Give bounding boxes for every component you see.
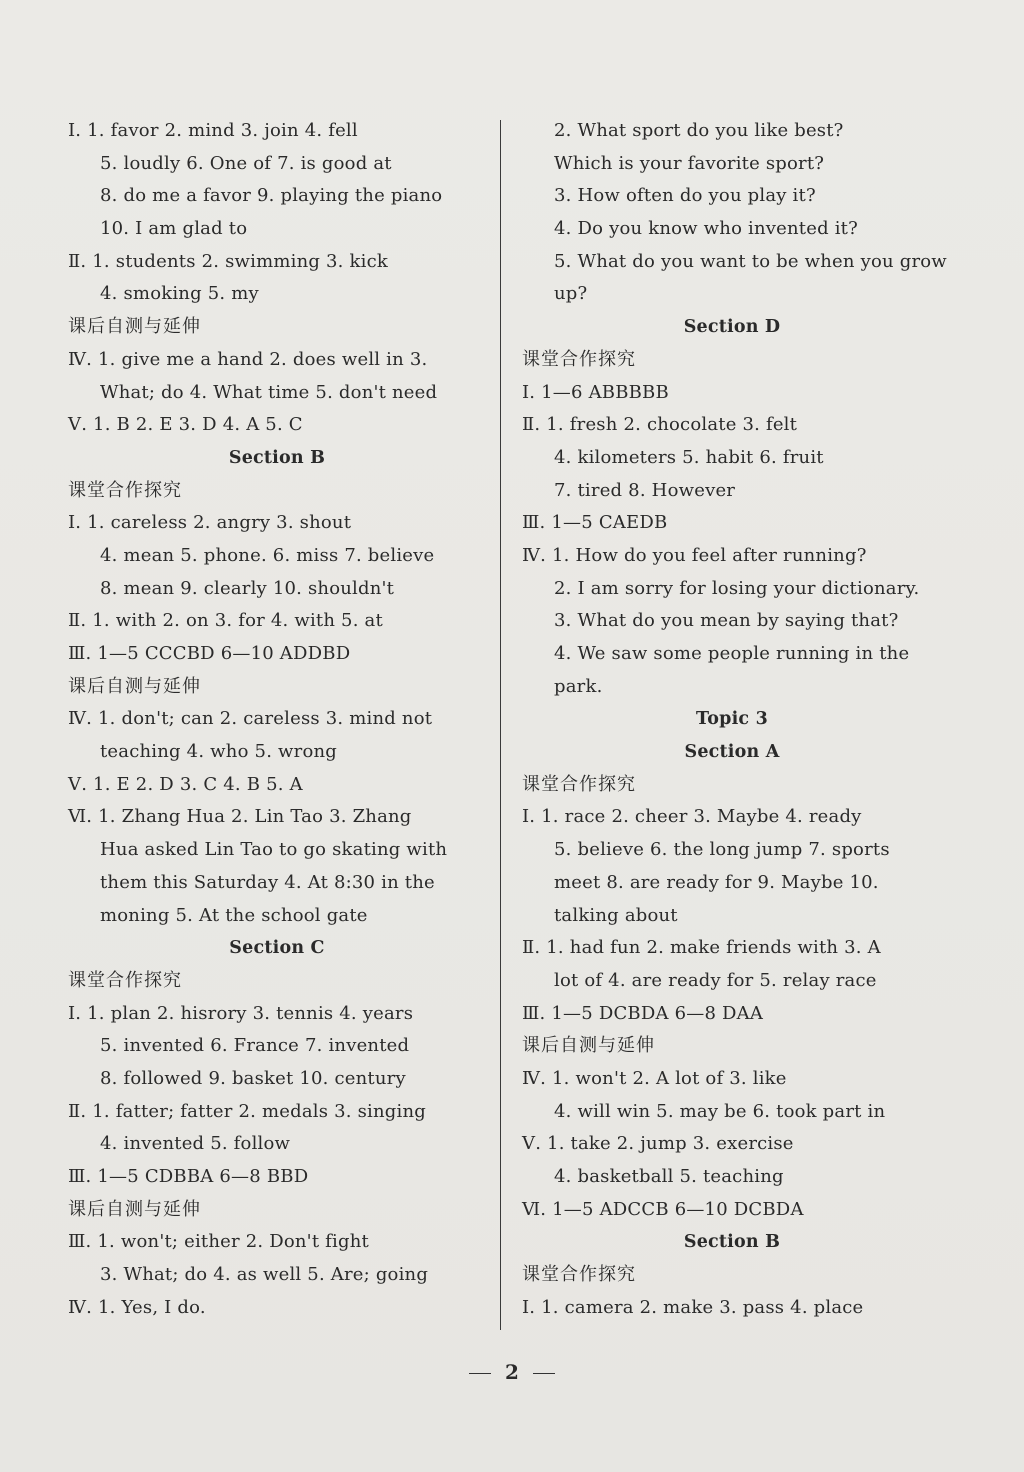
answer-line: 3. What do you mean by saying that?: [554, 610, 899, 632]
answer-line: 5. What do you want to be when you grow: [554, 250, 947, 272]
page-footer: [0, 1360, 1024, 1384]
answer-line: Ⅲ. 1. won't; either 2. Don't fight: [68, 1231, 369, 1253]
section-heading: Section A: [684, 742, 780, 763]
answer-line: 3. How often do you play it?: [554, 185, 816, 207]
answer-line: Ⅱ. 1. with 2. on 3. for 4. with 5. at: [68, 610, 383, 632]
answer-line: Ⅱ. 1. fatter; fatter 2. medals 3. singing: [68, 1100, 426, 1122]
answer-line: Ⅱ. 1. fresh 2. chocolate 3. felt: [522, 414, 798, 436]
answer-line: Ⅵ. 1—5 ADCCB 6—10 DCBDA: [522, 1198, 804, 1220]
answer-line: Ⅵ. 1. Zhang Hua 2. Lin Tao 3. Zhang: [68, 806, 412, 828]
answer-line: 4. kilometers 5. habit 6. fruit: [554, 446, 824, 468]
answer-line: 4. Do you know who invented it?: [554, 218, 858, 240]
answer-line: 4. mean 5. phone. 6. miss 7. believe: [100, 544, 435, 566]
answer-line: meet 8. are ready for 9. Maybe 10.: [554, 871, 879, 893]
answer-line: Ⅴ. 1. E 2. D 3. C 4. B 5. A: [68, 773, 303, 795]
answer-line: 5. believe 6. the long jump 7. sports: [554, 839, 890, 861]
answer-line: 8. followed 9. basket 10. century: [100, 1067, 406, 1089]
answer-line: 8. mean 9. clearly 10. shouldn't: [100, 577, 395, 599]
answer-line: 4. invented 5. follow: [100, 1133, 291, 1155]
subsection-label: 课堂合作探究: [68, 969, 182, 991]
footer-dash-left: [469, 1373, 491, 1374]
subsection-label: 课堂合作探究: [522, 348, 636, 370]
answer-line: 7. tired 8. However: [554, 479, 736, 501]
answer-line: Ⅳ. 1. How do you feel after running?: [522, 544, 867, 566]
answer-line: 4. smoking 5. my: [100, 283, 259, 305]
answer-line: Ⅳ. 1. won't 2. A lot of 3. like: [522, 1067, 787, 1089]
answer-line: Ⅰ. 1. plan 2. hisrory 3. tennis 4. years: [68, 1002, 414, 1024]
footer-dash-right: [533, 1373, 555, 1374]
answer-line: 2. I am sorry for losing your dictionary.: [554, 577, 920, 599]
answer-line: teaching 4. who 5. wrong: [100, 741, 337, 763]
subsection-label: 课后自测与延伸: [68, 675, 201, 697]
answer-line: park.: [554, 675, 603, 697]
answer-line: Ⅰ. 1. camera 2. make 3. pass 4. place: [522, 1296, 864, 1318]
answer-line: them this Saturday 4. At 8:30 in the: [100, 871, 435, 893]
answer-line: Ⅰ. 1—6 ABBBBB: [522, 381, 669, 403]
subsection-label: 课堂合作探究: [68, 479, 182, 501]
subsection-label: 课后自测与延伸: [522, 1035, 655, 1057]
answer-line: Ⅱ. 1. had fun 2. make friends with 3. A: [522, 937, 881, 959]
answer-line: 10. I am glad to: [100, 218, 248, 240]
subsection-label: 课后自测与延伸: [68, 316, 201, 338]
answer-line: Ⅴ. 1. B 2. E 3. D 4. A 5. C: [68, 414, 303, 436]
answer-line: moning 5. At the school gate: [100, 904, 368, 926]
subsection-label: 课后自测与延伸: [68, 1198, 201, 1220]
answer-line: 5. loudly 6. One of 7. is good at: [100, 152, 392, 174]
answer-line: 5. invented 6. France 7. invented: [100, 1035, 410, 1057]
answer-line: Ⅳ. 1. don't; can 2. careless 3. mind not: [68, 708, 433, 730]
left-column: [68, 115, 486, 1324]
answer-line: 2. What sport do you like best?: [554, 120, 844, 141]
answer-line: 8. do me a favor 9. playing the piano: [100, 185, 443, 207]
page-number: 2: [505, 1360, 519, 1384]
column-divider: [500, 120, 501, 1330]
answer-line: up?: [554, 283, 588, 305]
answer-line: Ⅳ. 1. Yes, I do.: [68, 1296, 206, 1318]
answer-line: Ⅲ. 1—5 DCBDA 6—8 DAA: [522, 1002, 764, 1024]
answer-line: Ⅰ. 1. careless 2. angry 3. shout: [68, 512, 352, 534]
answer-line: Ⅰ. 1. race 2. cheer 3. Maybe 4. ready: [522, 806, 862, 828]
answer-line: Ⅲ. 1—5 CAEDB: [522, 512, 668, 534]
answer-line: Hua asked Lin Tao to go skating with: [100, 839, 448, 861]
section-heading: Section D: [683, 317, 781, 338]
answer-line: Ⅰ. 1. favor 2. mind 3. join 4. fell: [68, 120, 358, 141]
answer-line: Ⅲ. 1—5 CCCBD 6—10 ADDBD: [68, 643, 351, 664]
answer-line: Ⅲ. 1—5 CDBBA 6—8 BBD: [68, 1166, 309, 1187]
answer-line: 4. basketball 5. teaching: [554, 1166, 784, 1187]
answer-line: 4. will win 5. may be 6. took part in: [554, 1100, 886, 1122]
answer-line: Ⅴ. 1. take 2. jump 3. exercise: [522, 1133, 794, 1155]
answer-line: Which is your favorite sport?: [554, 152, 825, 174]
subsection-label: 课堂合作探究: [522, 1264, 636, 1286]
answer-line: talking about: [554, 904, 678, 926]
answer-line: Ⅱ. 1. students 2. swimming 3. kick: [68, 250, 388, 272]
section-heading: Section C: [229, 938, 325, 959]
answer-line: 4. We saw some people running in the: [554, 643, 910, 664]
answer-line: 3. What; do 4. as well 5. Are; going: [100, 1264, 429, 1286]
section-heading: Section B: [683, 1232, 781, 1253]
section-heading: Section B: [228, 447, 326, 468]
subsection-label: 课堂合作探究: [522, 773, 636, 795]
right-column: [522, 115, 947, 1324]
answer-line: lot of 4. are ready for 5. relay race: [554, 969, 877, 991]
section-heading: Topic 3: [696, 709, 768, 730]
answer-line: Ⅳ. 1. give me a hand 2. does well in 3.: [68, 348, 428, 370]
answer-line: What; do 4. What time 5. don't need: [100, 381, 438, 403]
